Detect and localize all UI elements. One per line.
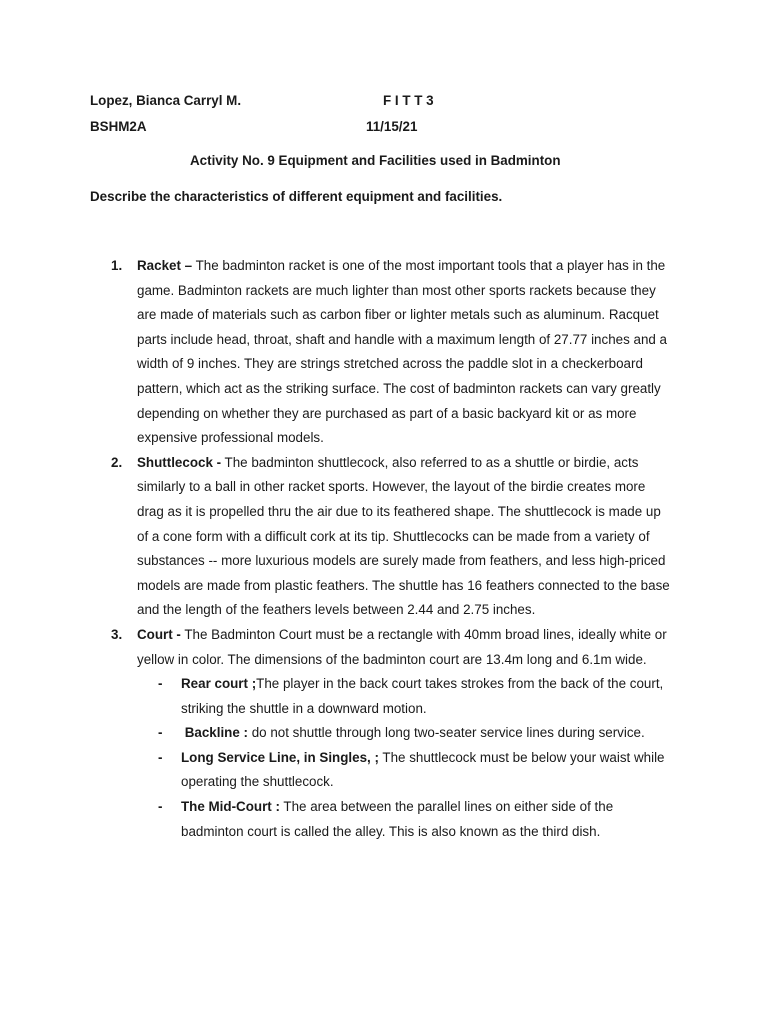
sub-item-description: do not shuttle through long two-seater service lines during service. <box>247 725 645 741</box>
item-term: Racket – <box>137 258 193 273</box>
list-number: 1. <box>111 258 123 273</box>
sub-item-rear-court <box>0 672 666 721</box>
dash-bullet: - <box>158 749 163 765</box>
sub-item-term: Long Service Line, in Singles, ; <box>181 749 379 765</box>
sub-item-term: The Mid-Court : <box>181 799 280 815</box>
student-section: BSHM2A <box>90 119 147 134</box>
list-item-shuttlecock <box>0 451 672 623</box>
equipment-list <box>0 254 768 844</box>
court-sub-list <box>0 672 768 844</box>
item-term: Shuttlecock - <box>137 454 222 470</box>
submission-date: 11/15/21 <box>366 119 418 134</box>
list-item-racket <box>0 254 672 451</box>
student-name: Lopez, Bianca Carryl M. <box>90 93 242 108</box>
item-term: Court - <box>137 626 181 642</box>
item-description: The badminton racket is one of the most important tools that a player has in the game. Badminton rackets are much lighter than most other sports rackets because they are made of materials such as carbon fiber or lighter metals such as aluminum. Racquet parts include head, throat, shaft and handle with a maximum length of 27.77 inches and a width of 9 inches. They are strings stretched across the paddle slot in a checkerboard pattern, which act as the striking surface. The cost of badminton rackets can vary greatly depending on whether they are purchased as part of a basic backyard kit or as more expensive professional models. <box>137 258 668 446</box>
sub-item-description: The area between the parallel lines on either side of the badminton court is called the alley. This is also known as the third dish. <box>181 799 614 839</box>
item-description: The badminton shuttlecock, also referred to as a shuttle or birdie, acts similarly to a ball in other racket sports. However, the layout of the birdie creates more drag as it is propelled thru the air due to its feathered shape. The shuttlecock is made up of a cone form with a difficult cork at its tip. Shuttlecocks can be made from a variety of substances -- more luxurious models are surely made from feathers, and less high-priced models are made from plastic feathers. The shuttle has 16 feathers connected to the base and the length of the feathers levels between 2.44 and 2.75 inches. <box>137 454 670 618</box>
sub-item-description: The player in the back court takes strokes from the back of the court, striking the shuttle in a downward motion. <box>181 676 664 716</box>
sub-item-mid-court <box>0 795 666 844</box>
activity-instruction: Describe the characteristics of different equipment and facilities. <box>90 189 503 204</box>
list-number: 2. <box>111 454 123 470</box>
item-description: The Badminton Court must be a rectangle with 40mm broad lines, ideally white or yellow in color. The dimensions of the badminton court are 13.4m long and 6.1m wide. <box>137 626 667 667</box>
dash-bullet: - <box>158 799 163 815</box>
list-number: 3. <box>111 626 123 642</box>
sub-item-term: Rear court ; <box>181 676 257 692</box>
dash-bullet: - <box>158 676 163 692</box>
activity-title: Activity No. 9 Equipment and Facilities used in Badminton <box>190 153 561 168</box>
sub-item-term: Backline : <box>181 725 248 741</box>
list-item-court <box>0 623 672 672</box>
sub-item-description: The shuttlecock must be below your waist while operating the shuttlecock. <box>181 749 665 790</box>
subject-code: F I T T 3 <box>383 93 434 108</box>
sub-item-long-service-line <box>0 746 666 795</box>
sub-item-backline <box>0 721 666 746</box>
dash-bullet: - <box>158 725 163 741</box>
